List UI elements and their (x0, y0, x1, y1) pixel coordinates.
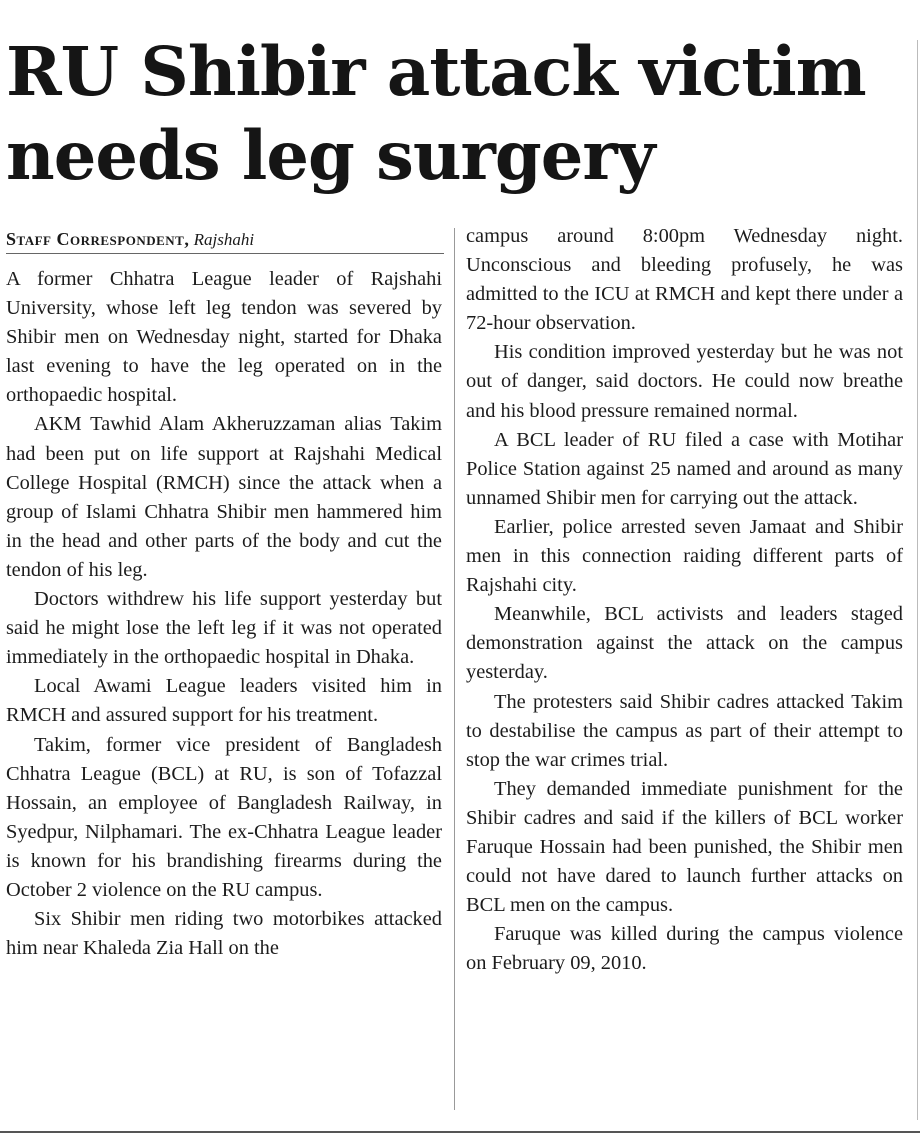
paragraph: His condition improved yesterday but he was not out of danger, said doctors. He could now breathe and his blood pressure remained normal. (466, 341, 903, 422)
paragraph: campus around 8:00pm Wednesday night. Unconscious and bleeding profusely, he was admitted to the ICU at RMCH and kept there under a 72-hour observation. (466, 225, 903, 335)
page-edge-rule (917, 40, 918, 1120)
paragraph: They demanded immediate punishment for the Shibir cadres and said if the killers of BCL worker Faruque Hossain had been punished, the Shibir men could not have dared to launch further attacks on BCL men on the campus. (466, 777, 903, 917)
byline (6, 228, 446, 251)
paragraph: The protesters said Shibir cadres attacked Takim to destabilise the campus as part of their attempt to stop the war crimes trial. (466, 690, 903, 771)
paragraph: A former Chhatra League leader of Rajshahi University, whose left leg tendon was severed by Shibir men on Wednesday night, started for Dhaka last evening to have the leg operated on in the orthopaedic hospital. (6, 268, 442, 407)
paragraph: A BCL leader of RU filed a case with Motihar Police Station against 25 named and around as many unnamed Shibir men for carrying out the attack. (466, 428, 903, 509)
byline-author: Staff Correspondent, (6, 229, 190, 249)
column-divider (454, 228, 455, 1110)
paragraph: AKM Tawhid Alam Akheruzzaman alias Takim had been put on life support at Rajshahi Medical College Hospital (RMCH) since the attack when a group of Islami Chhatra Shibir men hammered him in the head and other parts of the body and cut the tendon of his leg. (6, 413, 442, 581)
article-column-left (6, 265, 442, 963)
paragraph: Local Awami League leaders visited him in RMCH and assured support for his treatment. (6, 675, 442, 727)
byline-location: Rajshahi (193, 230, 255, 249)
paragraph: Faruque was killed during the campus violence on February 09, 2010. (466, 923, 903, 975)
bottom-rule (0, 1131, 920, 1133)
article-column-right (466, 222, 903, 978)
paragraph: Meanwhile, BCL activists and leaders staged demonstration against the attack on the campus yesterday. (466, 603, 903, 684)
paragraph: Six Shibir men riding two motorbikes attacked him near Khaleda Zia Hall on the (6, 908, 442, 960)
paragraph: Doctors withdrew his life support yesterday but said he might lose the left leg if it was not operated immediately in the orthopaedic hospital in Dhaka. (6, 588, 442, 669)
paragraph: Earlier, police arrested seven Jamaat and Shibir men in this connection raiding different parts of Rajshahi city. (466, 515, 903, 597)
paragraph: Takim, former vice president of Bangladesh Chhatra League (BCL) at RU, is son of Tofazzal Hossain, an employee of Bangladesh Railway, in Syedpur, Nilphamari. The ex-Chhatra League leader is known for his brandishing firearms during the October 2 violence on the RU campus. (6, 733, 442, 901)
byline-divider (6, 253, 444, 254)
article-headline: RU Shibir attack victim needs leg surgery (6, 32, 866, 195)
